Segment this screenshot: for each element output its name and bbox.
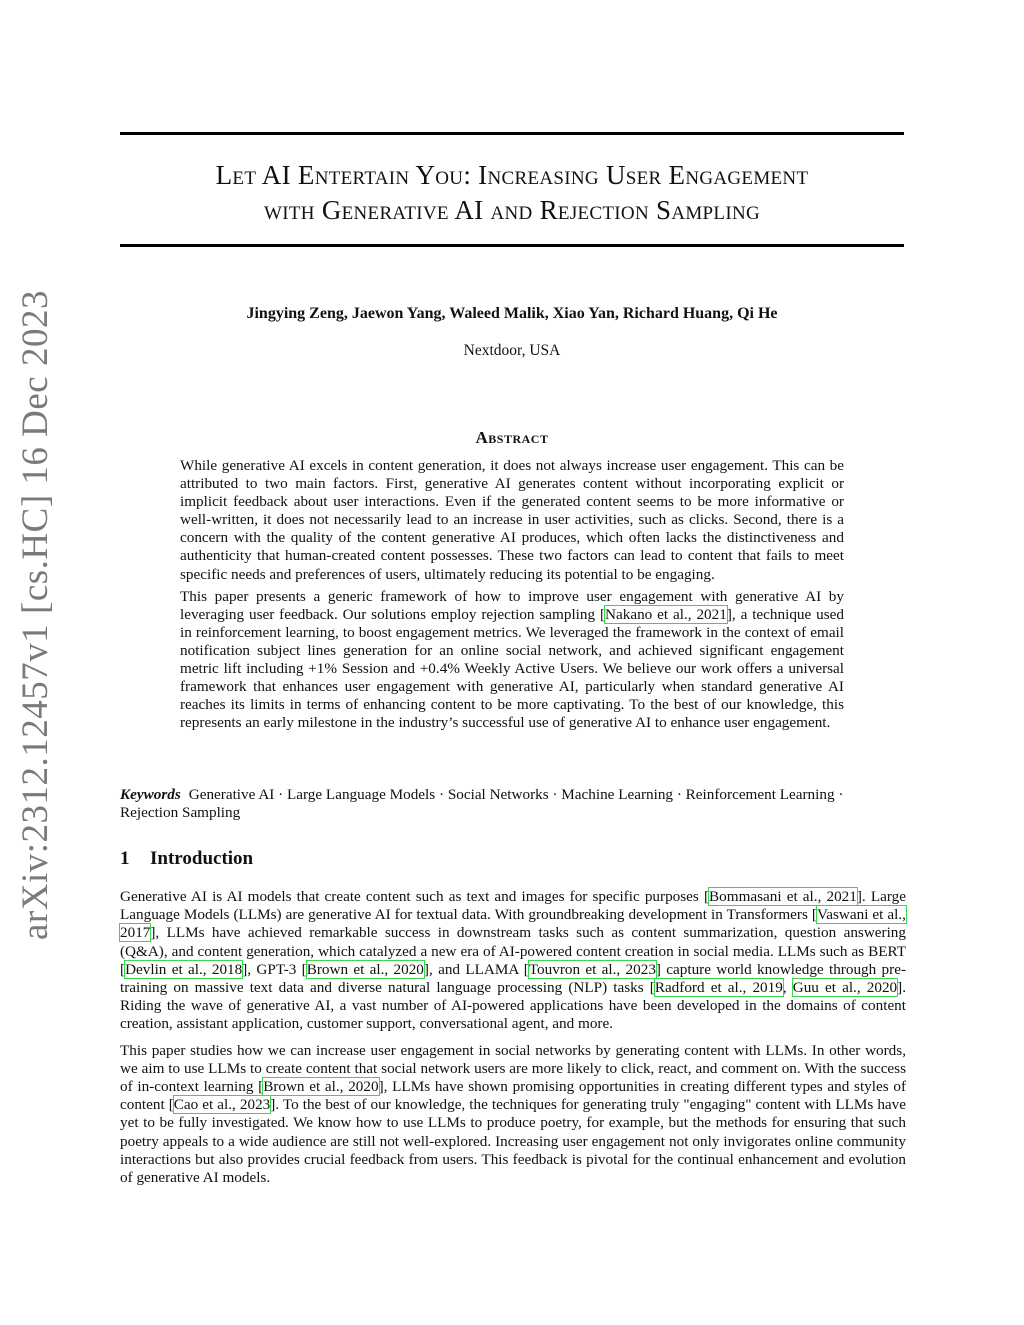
section-body (120, 888, 906, 1195)
text-span: ]. To the best of our knowledge, the techniques for generating truly "engaging" content with LLMs have yet to be fully investigated. We know how to use LLMs to produce poetry, for example, but the methods for ensuring that such poetry appeals to a wide audience are still not well-explored. Increasing user engagement not only invigorates online community interactions but also provides crucial feedback from users. This feedback is pivotal for the continual enhancement and evolution of generative AI models. (120, 1096, 906, 1187)
abstract-paragraph-2 (180, 588, 844, 733)
author-list: Jingying Zeng, Jaewon Yang, Waleed Malik, Xiao Yan, Richard Huang, Qi He (246, 305, 778, 322)
body-paragraph-2 (120, 1042, 906, 1188)
text-span: Generative AI is AI models that create content such as text and images for specific purposes [ (120, 888, 710, 905)
section-title: Introduction (150, 848, 254, 869)
keywords-text: Generative AI · Large Language Models · Social Networks · Machine Learning · Reinforcement Learning · Rejection Sampling (120, 786, 844, 822)
section-number: 1 (120, 848, 130, 869)
citation-link[interactable]: Devlin et al., 2018 (125, 960, 243, 978)
text-span: ] capture world knowledge through pre-training on massive text data and diverse natural language processing (NLP) tasks [ (120, 960, 906, 997)
citation-link[interactable]: Radford et al., 2019 (654, 979, 783, 997)
text-span: ], GPT-3 [ (242, 960, 307, 978)
body-paragraph-1 (120, 888, 906, 1034)
keywords (120, 786, 904, 822)
text-span: ], LLMs have shown promising opportunities in creating different types and styles of content [ (120, 1078, 907, 1114)
title-line-2: with Generative AI and Rejection Sampling (263, 195, 761, 225)
title-rule-top (120, 132, 904, 135)
citation-link[interactable]: Touvron et al., 2023 (528, 960, 656, 978)
citation-link[interactable]: Brown et al., 2020 (306, 960, 424, 978)
section-heading (120, 848, 253, 870)
abstract-body (180, 457, 844, 736)
text-span: , (782, 979, 793, 997)
text-span: ]. Large Language Models (LLMs) are generative AI for textual data. With groundbreaking development in Transformers [ (120, 888, 906, 924)
citation-link[interactable]: Vaswani et al., 2017 (120, 906, 906, 942)
title-rule-bottom (120, 244, 904, 247)
text-span: ], a technique used in reinforcement learning, to boost engagement metrics. We leveraged the framework in the context of email notification subject lines generation for an online social network, and achieved significant engagement metric lift including +1% Session and +0.4% Weekly Active Users. We believe our work offers a universal framework that enhances user engagement with generative AI, particularly when standard generative AI reaches its limits in terms of enhancing content to be more captivating. To the best of our knowledge, this represents an early milestone in the industry’s successful use of generative AI to enhance user engagement. (180, 605, 844, 732)
citation-link[interactable]: Cao et al., 2023 (173, 1096, 271, 1114)
text-span: This paper studies how we can increase user engagement in social networks by generating content with LLMs. In other words, we aim to use LLMs to create content that social network users are more likely to click, react, and comment on. With the success of in-context learning [ (120, 1041, 906, 1096)
citation-link[interactable]: Guu et al., 2020 (792, 979, 898, 997)
text-span: ], LLMs have achieved remarkable success in downstream tasks such as content summarization, question answering (Q&A), and content generation, which catalyzed a new era of AI-powered content creation in social media. LLMs such as BERT [ (120, 924, 906, 978)
citation-link[interactable]: Brown et al., 2020 (263, 1078, 379, 1096)
citation-link[interactable]: Nakano et al., 2021 (605, 605, 727, 623)
title-line-1: Let AI Entertain You: Increasing User Engagement (215, 160, 809, 190)
keywords-label: Keywords (120, 786, 181, 803)
text-span: This paper presents a generic framework of how to improve user engagement with generative AI by leveraging user feedback. Our solutions employ rejection sampling [ (180, 587, 844, 623)
abstract-paragraph-1: While generative AI excels in content generation, it does not always increase user engagement. This can be attributed to two main factors. First, generative AI generates content without incorporating explicit or implicit feedback about user interactions. Even if the generated content seems to be more informative or well-written, it does not necessarily lead to an increase in user activities, such as clicks. Second, there is a concern with the quality of the content generative AI produces, which often lacks the distinctiveness and authenticity that human-created content possesses. These two factors can lead to content that fails to meet specific needs and preferences of users, ultimately reducing its potential to be engaging. (180, 457, 844, 583)
text-span: ], and LLAMA [ (423, 960, 529, 978)
affiliation: Nextdoor, USA (463, 342, 561, 359)
citation-link[interactable]: Bommasani et al., 2021 (709, 888, 857, 905)
arxiv-identifier: arXiv:2312.12457v1 [cs.HC] 16 Dec 2023 (15, 290, 56, 940)
paper-title (120, 158, 904, 228)
text-span: ]. Riding the wave of generative AI, a vast number of AI-powered applications have been developed in the domains of content creation, assistant application, customer support, conversational agent, and more. (120, 979, 907, 1033)
abstract-heading: Abstract (475, 428, 549, 447)
